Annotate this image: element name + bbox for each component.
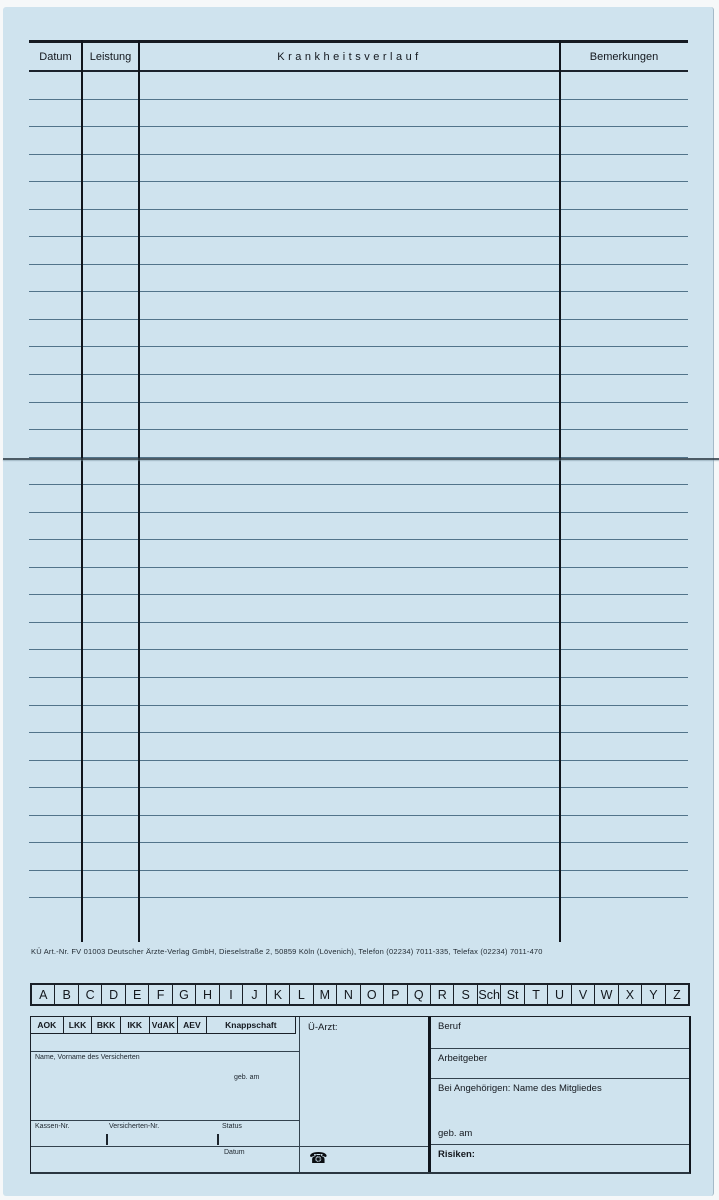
table-row	[29, 375, 688, 403]
insurer-cell-aok: AOK	[37, 1020, 57, 1030]
table-row	[29, 100, 688, 128]
table-row	[29, 430, 688, 458]
insurer-cell-vdak: VdAK	[149, 1017, 178, 1033]
employment-risk-column	[428, 1017, 689, 1172]
table-row	[29, 458, 688, 486]
table-row	[29, 540, 688, 568]
publisher-imprint: KÜ Art.-Nr. FV 01003 Deutscher Ärzte-Verlag GmbH, Dieselstraße 2, 50859 Köln (Lövenich), Telefon (02234) 7011-335, Telefax (02234) 7011-470	[31, 947, 543, 956]
index-tab-d: D	[101, 985, 124, 1004]
index-tab-z: Z	[665, 985, 688, 1004]
index-tab-o: O	[360, 985, 383, 1004]
index-tab-j: J	[242, 985, 265, 1004]
column-header-datum: Datum	[39, 50, 72, 63]
index-tab-r: R	[430, 985, 453, 1004]
treatment-record-table	[29, 40, 688, 939]
risiken-label: Risiken:	[438, 1149, 475, 1160]
index-tab-v: V	[571, 985, 594, 1004]
phone-icon: ☎	[309, 1149, 328, 1167]
index-tab-m: M	[313, 985, 336, 1004]
table-row	[29, 706, 688, 734]
karteikarte-paper	[3, 7, 714, 1196]
index-tab-y: Y	[641, 985, 664, 1004]
index-tab-i: I	[219, 985, 242, 1004]
insurer-cell-lkk: LKK	[63, 1017, 92, 1033]
table-row	[29, 871, 688, 899]
table-row	[29, 733, 688, 761]
table-header-row	[29, 43, 688, 72]
arbeitgeber-label: Arbeitgeber	[438, 1053, 488, 1064]
table-row	[29, 347, 688, 375]
insurer-cell-knappschaft: Knappschaft	[206, 1017, 295, 1033]
table-body	[29, 72, 688, 898]
table-row	[29, 155, 688, 183]
angehoerige-field	[431, 1079, 689, 1145]
insurer-cell-aev: AEV	[177, 1017, 206, 1033]
insurer-cell-bkk: BKK	[91, 1017, 120, 1033]
field-tick-mark	[217, 1134, 219, 1145]
fold-crease	[3, 458, 719, 460]
table-row	[29, 623, 688, 651]
insured-name-label: Name, Vorname des Versicherten	[35, 1054, 140, 1061]
arbeitgeber-field	[431, 1049, 689, 1079]
column-divider-leistung-verlauf	[138, 40, 140, 942]
table-row	[29, 292, 688, 320]
status-label: Status	[222, 1123, 242, 1130]
patient-info-box	[30, 1016, 691, 1174]
table-row	[29, 678, 688, 706]
datum-label: Datum	[224, 1149, 245, 1156]
divider-line	[31, 1146, 299, 1147]
index-tab-g: G	[172, 985, 195, 1004]
birthdate-label-2: geb. am	[438, 1128, 473, 1139]
index-tab-n: N	[336, 985, 359, 1004]
index-tab-l: L	[289, 985, 312, 1004]
insurer-cell-ikk: IKK	[120, 1017, 149, 1033]
index-tab-e: E	[125, 985, 148, 1004]
divider-line	[31, 1051, 299, 1052]
column-divider-datum-leistung	[81, 40, 83, 942]
table-row	[29, 127, 688, 155]
table-row	[29, 788, 688, 816]
table-row	[29, 237, 688, 265]
divider-line	[300, 1146, 429, 1147]
column-header-krankheitsverlauf: Krankheitsverlauf	[277, 50, 422, 63]
risiken-field	[431, 1145, 689, 1172]
column-divider-verlauf-bemerkungen	[559, 40, 561, 942]
divider-line	[31, 1120, 299, 1121]
index-tab-s: S	[453, 985, 476, 1004]
table-row	[29, 210, 688, 238]
field-tick-mark	[106, 1134, 108, 1145]
beruf-field	[431, 1017, 689, 1049]
table-row	[29, 816, 688, 844]
index-tab-k: K	[266, 985, 289, 1004]
table-row	[29, 761, 688, 789]
table-row	[29, 72, 688, 100]
insurer-type-row	[31, 1017, 296, 1034]
index-tab-f: F	[148, 985, 171, 1004]
birthdate-label: geb. am	[234, 1074, 260, 1081]
index-tab-h: H	[195, 985, 218, 1004]
index-tab-b: B	[54, 985, 77, 1004]
table-row	[29, 513, 688, 541]
index-tab-t: T	[524, 985, 547, 1004]
index-tab-a: A	[39, 987, 48, 1002]
alphabet-index-strip	[30, 983, 690, 1006]
beruf-label: Beruf	[438, 1021, 461, 1032]
index-tab-q: Q	[407, 985, 430, 1004]
table-row	[29, 485, 688, 513]
kassen-nr-label: Kassen-Nr.	[35, 1123, 70, 1130]
index-tab-st: St	[500, 985, 523, 1004]
versicherten-nr-label: Versicherten-Nr.	[109, 1123, 160, 1130]
table-row	[29, 182, 688, 210]
table-row	[29, 568, 688, 596]
angehoerige-label: Bei Angehörigen: Name des Mitgliedes	[438, 1083, 602, 1094]
index-tab-w: W	[594, 985, 617, 1004]
table-row	[29, 320, 688, 348]
ue-arzt-label: Ü-Arzt:	[308, 1022, 338, 1033]
index-tab-u: U	[547, 985, 570, 1004]
table-row	[29, 650, 688, 678]
index-tab-p: P	[383, 985, 406, 1004]
table-row	[29, 843, 688, 871]
index-tab-x: X	[618, 985, 641, 1004]
index-tab-c: C	[78, 985, 101, 1004]
table-row	[29, 595, 688, 623]
table-row	[29, 265, 688, 293]
column-header-leistung: Leistung	[89, 50, 132, 63]
table-row	[29, 403, 688, 431]
column-header-bemerkungen: Bemerkungen	[589, 50, 659, 63]
referring-doctor-column	[299, 1017, 428, 1172]
index-tab-sch: Sch	[477, 985, 500, 1004]
